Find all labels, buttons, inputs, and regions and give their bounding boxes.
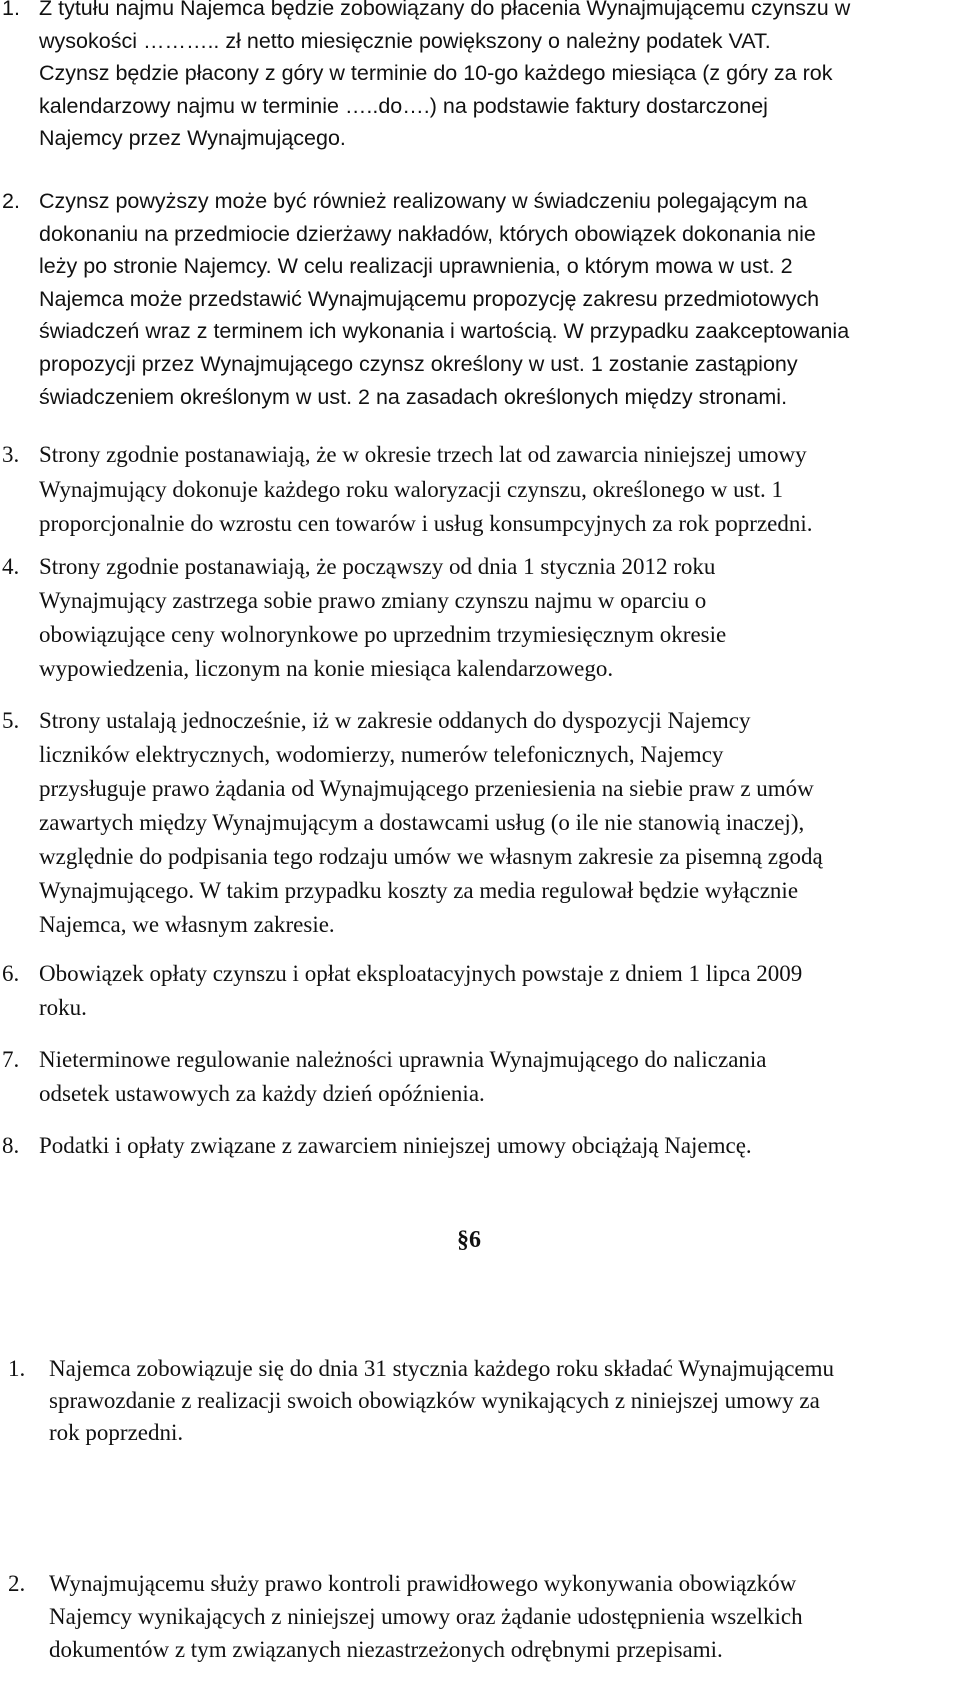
clause-line: Strony zgodnie postanawiają, że począwszy od dnia 1 stycznia 2012 roku	[39, 554, 716, 579]
clause-line: leży po stronie Najemcy. W celu realizacji uprawnienia, o którym mowa w ust. 2	[39, 254, 793, 279]
clause-number: 1.	[8, 1356, 26, 1381]
clause-line: Obowiązek opłaty czynszu i opłat eksploatacyjnych powstaje z dniem 1 lipca 2009	[39, 961, 803, 986]
clause-number: 7.	[2, 1047, 20, 1072]
clause-line: Najemcy przez Wynajmującego.	[39, 126, 346, 151]
section-heading: §6	[457, 1227, 481, 1253]
clause-line: Wynajmujący zastrzega sobie prawo zmiany czynszu najmu w oparciu o	[39, 588, 707, 613]
clause-1-1	[2, 0, 952, 155]
clause-line: Najemca, we własnym zakresie.	[39, 912, 335, 937]
clause-line: sprawozdanie z realizacji swoich obowiązków wynikających z niniejszej umowy za	[49, 1388, 820, 1413]
clause-1-6	[2, 957, 952, 1025]
clause-line: proporcjonalnie do wzrostu cen towarów i usług konsumpcyjnych za rok poprzedni.	[39, 511, 813, 536]
clause-line: świadczeń wraz z terminem ich wykonania i wartością. W przypadku zaakceptowania	[39, 319, 850, 344]
clause-line: rok poprzedni.	[49, 1420, 184, 1445]
clause-6-2	[8, 1567, 953, 1666]
clause-line: Wynajmujący dokonuje każdego roku waloryzacji czynszu, określonego w ust. 1	[39, 476, 783, 502]
clause-line: roku.	[39, 995, 87, 1020]
clause-number: 8.	[2, 1133, 20, 1158]
clause-line: wypowiedzenia, liczonym na konie miesiąca kalendarzowego.	[39, 656, 614, 681]
clause-line: Najemca może przedstawić Wynajmującemu propozycję zakresu przedmiotowych	[39, 286, 820, 311]
clause-line: kalendarzowy najmu w terminie …..do….) na podstawie faktury dostarczonej	[39, 93, 768, 118]
clause-line: Wynajmującemu służy prawo kontroli prawidłowego wykonywania obowiązków	[49, 1571, 797, 1596]
clause-line: dokumentów z tym związanych niezastrzeżonych odrębnymi przepisami.	[49, 1637, 723, 1662]
clause-line: Wynajmującego. W takim przypadku koszty za media regulował będzie wyłącznie	[39, 878, 799, 903]
clause-number: 2.	[8, 1571, 26, 1596]
clause-line: Z tytułu najmu Najemca będzie zobowiązany do płacenia Wynajmującemu czynszu w	[39, 0, 851, 20]
clause-line: świadczeniem określonym w ust. 2 na zasadach określonych między stronami.	[39, 384, 788, 409]
clause-line: Nieterminowe regulowanie należności uprawnia Wynajmującego do naliczania	[39, 1047, 767, 1072]
clause-line: Najemca zobowiązuje się do dnia 31 stycznia każdego roku składać Wynajmującemu	[49, 1356, 835, 1381]
clause-1-8	[2, 1129, 952, 1163]
clause-line: Czynsz będzie płacony z góry w terminie do 10-go każdego miesiąca (z góry za rok	[39, 61, 833, 86]
clause-number: 5.	[2, 708, 20, 733]
clause-number: 2.	[2, 189, 20, 213]
clause-line: liczników elektrycznych, wodomierzy, numerów telefonicznych, Najemcy	[39, 742, 724, 767]
clause-number: 1.	[2, 0, 20, 20]
clause-line: odsetek ustawowych za każdy dzień opóźnienia.	[39, 1081, 485, 1106]
clause-1-2	[2, 185, 952, 413]
clause-line: przysługuje prawo żądania od Wynajmującego przeniesienia na siebie praw z umów	[39, 776, 814, 801]
clause-1-4	[2, 550, 952, 686]
clause-line: wysokości ……….. zł netto miesięcznie powiększony o należny podatek VAT.	[39, 28, 771, 53]
clause-number: 4.	[2, 554, 20, 579]
clause-line: Podatki i opłaty związane z zawarciem niniejszej umowy obciążają Najemcę.	[39, 1133, 752, 1158]
clause-1-3	[2, 438, 952, 542]
clause-line: propozycji przez Wynajmującego czynsz określony w ust. 1 zostanie zastąpiony	[39, 351, 798, 376]
clause-line: względnie do podpisania tego rodzaju umów we własnym zakresie za pisemną zgodą	[39, 844, 823, 869]
clause-1-7	[2, 1043, 952, 1111]
clause-6-1	[8, 1353, 953, 1449]
clause-line: dokonaniu na przedmiocie dzierżawy nakładów, których obowiązek dokonania nie	[39, 221, 816, 246]
clause-number: 6.	[2, 961, 20, 986]
clause-line: obowiązujące ceny wolnorynkowe po uprzednim trzymiesięcznym okresie	[39, 622, 727, 647]
clause-line: Najemcy wynikających z niniejszej umowy oraz żądanie udostępnienia wszelkich	[49, 1604, 803, 1629]
clause-line: zawartych między Wynajmującym a dostawcami usług (o ile nie stanowią inaczej),	[39, 810, 805, 835]
clause-number: 3.	[2, 442, 20, 467]
clause-line: Czynsz powyższy może być również realizowany w świadczeniu polegającym na	[39, 189, 808, 213]
clause-line: Strony zgodnie postanawiają, że w okresie trzech lat od zawarcia niniejszej umowy	[39, 442, 807, 467]
clause-line: Strony ustalają jednocześnie, iż w zakresie oddanych do dyspozycji Najemcy	[39, 708, 751, 733]
clause-1-5	[2, 704, 952, 942]
